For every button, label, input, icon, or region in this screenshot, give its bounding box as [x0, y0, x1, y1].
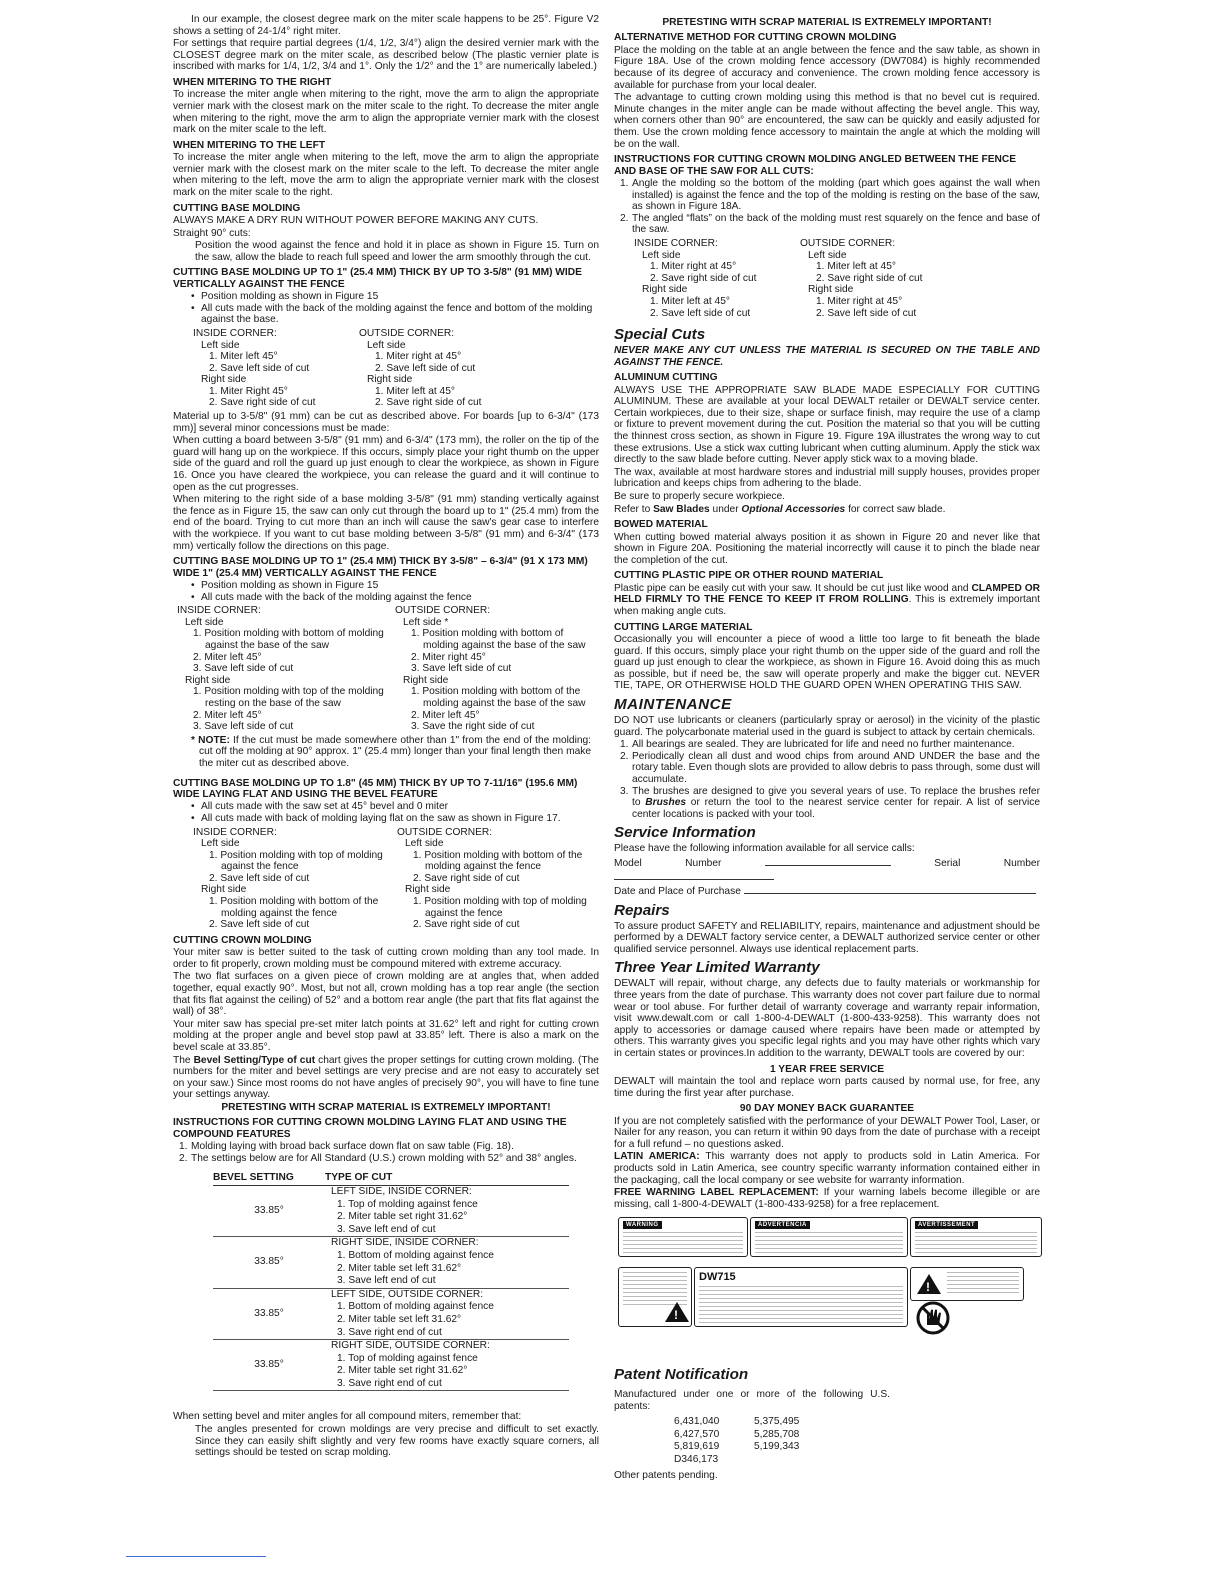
cut-step: 3. Save left end of cut — [325, 1275, 569, 1288]
table-row — [213, 1185, 569, 1198]
pipe-heading: CUTTING PLASTIC PIPE OR OTHER ROUND MATERIAL — [614, 570, 884, 582]
right-side-label: Right side — [185, 674, 231, 686]
step: 1. Miter left at 45° — [375, 385, 455, 397]
cut-type-title: RIGHT SIDE, INSIDE CORNER: — [331, 1237, 479, 1249]
service-info-paragraph: Please have the following information available for all service calls: — [614, 843, 915, 855]
mitering-right-heading: WHEN MITERING TO THE RIGHT — [173, 76, 332, 88]
step: 2. Save left side of cut — [650, 307, 751, 319]
section2-bullets — [173, 580, 599, 603]
aluminum-heading: ALUMINUM CUTTING — [614, 372, 718, 384]
patent-list — [674, 1416, 890, 1465]
cut-step: 2. Miter table set right 31.62° — [337, 1365, 468, 1377]
warning-triangle-icon: ! — [665, 1302, 689, 1322]
base-molding-heading: CUTTING BASE MOLDING — [173, 202, 301, 214]
step: 1. Position molding with top of molding against the fence — [413, 896, 587, 919]
outside-corner-list — [800, 238, 1000, 319]
bowed-heading: BOWED MATERIAL — [614, 519, 708, 531]
cut-step: 2. Miter table set left 31.62° — [337, 1262, 462, 1274]
crown-molding-heading: CUTTING CROWN MOLDING — [173, 934, 312, 946]
left-side-label: Left side — [405, 838, 444, 850]
cut-type-title: RIGHT SIDE, OUTSIDE CORNER: — [331, 1340, 490, 1352]
outside-corner-heading: OUTSIDE CORNER: — [397, 826, 493, 838]
special-cuts-title: Special Cuts — [614, 326, 706, 344]
step: 3. Save left side of cut — [193, 663, 294, 675]
inside-corner-list — [177, 605, 395, 733]
bevel-value: 33.85° — [213, 1185, 325, 1236]
advertencia-tag: ADVERTENCIA — [755, 1221, 810, 1229]
step: 1. Molding laying with broad back surface down flat on saw table (Fig. 18). — [179, 1141, 514, 1153]
cut-step: 1. Top of molding against fence — [337, 1198, 478, 1210]
angled-crown-heading: INSTRUCTIONS FOR CUTTING CROWN MOLDING ANGLED BETWEEN THE FENCE AND BASE OF THE SAW FOR ALL CUTS: — [614, 154, 1017, 177]
crown-paragraph — [173, 1055, 599, 1101]
table-row — [213, 1237, 569, 1250]
left-side-label: Left side — [367, 339, 406, 351]
avertissement-tag: AVERTISSEMENT — [915, 1221, 978, 1229]
service-fields — [614, 856, 1040, 883]
repairs-title: Repairs — [614, 901, 670, 919]
step: 2. The settings below are for All Standard (U.S.) crown molding with 52° and 38° angles. — [179, 1152, 577, 1164]
step: 2. Miter left 45° — [193, 651, 262, 663]
crown-paragraph: The two flat surfaces on a given piece of crown molding are at angles that, when added together, equal exactly 90°. Most, but not all, crown molding has a top rear angle (the section that fits flat against the ceiling) of 52° and a bottom rear angle (the part that fits flat against the wall) of 38°. — [173, 971, 599, 1018]
cut-type-title: LEFT SIDE, OUTSIDE CORNER: — [331, 1288, 484, 1300]
type-of-cut-header: TYPE OF CUT — [325, 1172, 569, 1185]
section1-heading: CUTTING BASE MOLDING UP TO 1" (25.4 MM) THICK BY UP TO 3-5/8" (91 MM) WIDE VERTICALLY AGAINST THE FENCE — [173, 267, 582, 290]
section2-corner-grid — [173, 605, 599, 733]
inside-corner-heading: INSIDE CORNER: — [193, 826, 277, 838]
step: 2. The angled “flats” on the back of the molding must rest squarely on the fence and base of the saw. — [620, 212, 1040, 236]
cut-step: 1. Bottom of molding against fence — [337, 1249, 494, 1261]
patent-title: Patent Notification — [614, 1366, 749, 1383]
step: 2. Save right side of cut — [413, 919, 520, 931]
angled-crown-steps — [614, 178, 1040, 236]
purchase-label: Date and Place of Purchase — [614, 886, 741, 898]
cut-step: 1. Bottom of molding against fence — [337, 1301, 494, 1313]
step: 1. Angle the molding so the bottom of the molding (part which goes against the wall when installed) is against the fence and the top of the molding is resting on the base of the saw, as shown in Figure 18A. — [620, 177, 1040, 213]
section1-bullet: • Position molding as shown in Figure 15 — [191, 291, 599, 303]
left-side-label: Left side — [808, 249, 847, 261]
patents-pending: Other patents pending. — [614, 1469, 718, 1481]
section1-bullet: • All cuts made with the back of the molding against the fence and bottom of the molding against the base. — [191, 303, 599, 326]
serial-number-label: Serial Number — [934, 857, 1040, 869]
step: 3. Save left side of cut — [411, 663, 512, 675]
warranty-paragraph: DEWALT will repair, without charge, any defects due to faulty materials or workmanship for three years from the date of purchase. This warranty does not cover part failure due to normal wear or tool abuse. For further detail of warranty coverage and warranty repair information, visit www.dewalt.com or call 1-800-4-DEWALT (1-800-433-9258). This warranty does not apply to accessories or damage caused where repairs have been made or attempted by others. This warranty gives you specific legal rights and you may have other rights which vary in certain states or provinces.In addition to the warranty, DEWALT tools are covered by our: — [614, 978, 1040, 1060]
step: 2. Save right side of cut — [413, 872, 520, 884]
large-heading: CUTTING LARGE MATERIAL — [614, 621, 753, 633]
partial-degree-paragraph: For settings that require partial degrees (1/4, 1/2, 3/4°) align the desired vernier mark with the CLOSEST degree mark on the miter scale, as described below (The plastic vernier plate is inscribed with marks for 1/4, 1/2, 3/4 and 1°. Only the 1/2° and the 1° are numerically labeled.) — [173, 38, 599, 73]
patent-number: D346,173 — [674, 1453, 719, 1465]
step: 2. Miter right 45° — [411, 651, 486, 663]
special-cuts-warning: NEVER MAKE ANY CUT UNLESS THE MATERIAL IS SECURED ON THE TABLE AND AGAINST THE FENCE. — [614, 345, 1040, 368]
table-row — [213, 1288, 569, 1301]
purchase-field — [614, 884, 1040, 898]
cut-step: 2. Miter table set left 31.62° — [337, 1313, 462, 1325]
cut-step: 3. Save right end of cut — [325, 1327, 569, 1340]
serial-number-field[interactable] — [614, 870, 774, 880]
outside-corner-list — [395, 605, 595, 733]
warning-labels-illustration — [614, 1217, 1040, 1335]
section3-corner-grid — [173, 827, 599, 931]
pipe-paragraph: Plastic pipe can be easily cut with your saw. It should be cut just like wood and CLAMPED OR HELD FIRMLY TO THE FENCE TO KEEP IT FROM ROLLING. This is extremely important when making angle cuts. — [614, 582, 1040, 617]
free-service-heading: 1 YEAR FREE SERVICE — [770, 1063, 884, 1075]
left-side-label: Left side — [642, 249, 681, 261]
bevel-value: 33.85° — [213, 1340, 325, 1391]
step: 3. Save the right side of cut — [411, 721, 535, 733]
outside-corner-list — [359, 328, 559, 409]
step: 2. Save right side of cut — [375, 397, 482, 409]
cut-step: 1. Top of molding against fence — [337, 1352, 478, 1364]
step: 2. Miter left 45° — [411, 709, 480, 721]
step: 2. Miter left 45° — [193, 709, 262, 721]
step: 1. Miter right at 45° — [375, 351, 462, 363]
right-side-label: Right side — [403, 674, 449, 686]
section3-heading: CUTTING BASE MOLDING UP TO 1.8" (45 MM) THICK BY UP TO 7-11/16" (195.6 MM) WIDE LAYING FLAT AND USING THE BEVEL FEATURE — [173, 777, 578, 800]
inside-corner-heading: INSIDE CORNER: — [193, 327, 277, 339]
left-column — [173, 14, 599, 1460]
step: 1. Position molding with bottom of the molding against the fence — [413, 849, 583, 873]
text: The — [173, 1054, 194, 1066]
aluminum-paragraph: The wax, available at most hardware stores and industrial mill supply houses, provides proper lubrication and keeps chips from adhering to the blade. — [614, 466, 1040, 490]
step: 2. Save left side of cut — [375, 362, 476, 374]
outside-corner-list — [397, 827, 595, 931]
step: 1. Position molding with top of molding against the fence — [209, 849, 383, 873]
inside-corner-heading: INSIDE CORNER: — [634, 237, 718, 249]
note-text: If the cut must be made somewhere other than 1" from the end of the molding: cut off the molding at 90° approx. 1" (25.4 mm) longer than your final length then make the miter cut as described above. — [199, 734, 591, 769]
dry-run-text: ALWAYS MAKE A DRY RUN WITHOUT POWER BEFORE MAKING ANY CUTS. — [173, 214, 539, 226]
aluminum-paragraph: Be sure to properly secure workpiece. — [614, 491, 786, 503]
free-service-paragraph: DEWALT will maintain the tool and replace worn parts caused by normal use, for free, any time during the first year after purchase. — [614, 1076, 1040, 1099]
section2-note — [173, 735, 599, 770]
left-side-label: Left side — [201, 838, 240, 850]
section1-corner-grid — [173, 328, 599, 409]
step: 2. Save right side of cut — [650, 272, 757, 284]
step: 1. Miter left 45° — [209, 351, 278, 363]
warning-tag: WARNING — [623, 1221, 662, 1229]
bowed-paragraph: When cutting bowed material always position it as shown in Figure 20 and never like that shown in Figure 20A. Positioning the material incorrectly will cause it to pinch the blade near the completion of the cut. — [614, 531, 1040, 566]
outside-corner-heading: OUTSIDE CORNER: — [395, 605, 491, 617]
step: 1. Position molding with top of the molding resting on the base of the saw — [193, 686, 384, 709]
inside-corner-list — [193, 827, 397, 931]
step: 2. Save left side of cut — [816, 307, 917, 319]
patent-paragraph: Manufactured under one or more of the following U.S. patents: — [614, 1389, 890, 1412]
service-info-title: Service Information — [614, 824, 756, 842]
right-side-label: Right side — [808, 284, 854, 296]
left-side-label: Left side — [185, 616, 224, 628]
bracket-label — [618, 1267, 692, 1327]
bevel-setting-header: BEVEL SETTING — [213, 1172, 325, 1185]
step: 1. Position molding with bottom of the molding against the fence — [209, 896, 379, 919]
section1-paragraph: When mitering to the right side of a base molding 3-5/8" (91 mm) standing vertically against the fence as in Figure 15, the saw can only cut through the board up to 1" (25.4 mm) from the end of the board. Trying to cut more than an inch will cause the saw's gear case to interfere with the workpiece. If you want to cut base molding between 3-5/8" (91 mm) and 6-3/4" (173 mm) vertically follow the directions on this page. — [173, 494, 599, 552]
note-label: * NOTE: — [191, 734, 230, 746]
aluminum-paragraph: Refer to Saw Blades under Optional Accessories for correct saw blade. — [614, 503, 946, 515]
mitering-right-paragraph: To increase the miter angle when mitering to the right, move the arm to align the appropriate vernier mark with the closest mark on the miter scale to the right. To decrease the miter angle when mitering to the right, move the arm to align the appropriate vernier mark with the closest mark on the miter scale to the left. — [173, 89, 599, 136]
pretest-warning: PRETESTING WITH SCRAP MATERIAL IS EXTREMELY IMPORTANT! — [221, 1101, 551, 1113]
no-hands-icon — [916, 1301, 950, 1335]
warning-triangle-icon: ! — [917, 1274, 941, 1294]
warranty-title: Three Year Limited Warranty — [614, 959, 820, 977]
model-number-field[interactable] — [765, 856, 891, 866]
step: 3. The brushes are designed to give you several years of use. To replace the brushes refer to Brushes or return the tool to the nearest service center for repair. A list of service center locations is packed with your tool. — [620, 785, 1040, 820]
inside-corner-list — [634, 238, 800, 319]
intro-paragraph: In our example, the closest degree mark on the miter scale happens to be 25°. Figure V2 shows a setting of 24-1/4° right miter. — [173, 14, 599, 37]
bevel-value: 33.85° — [213, 1288, 325, 1339]
mitering-left-paragraph: To increase the miter angle when mitering to the left, move the arm to align the appropriate vernier mark with the closest mark on the miter scale to the left. To decrease the miter angle when mitering to the left, move the arm to align the appropriate vernier mark with the closest mark on the miter scale to the right. — [173, 152, 599, 198]
label-replacement-paragraph: FREE WARNING LABEL REPLACEMENT: If your warning labels become illegible or are missing, call 1-800-4-DEWALT (1-800-433-9258) for a free replacement. — [614, 1187, 1040, 1210]
aluminum-paragraph: ALWAYS USE THE APPROPRIATE SAW BLADE MADE ESPECIALLY FOR CUTTING ALUMINUM. These are available at your local DEWALT retailer or DEWALT service center. Certain workpieces, due to their size, shape or surface finish, may require the use of a clamp or fixture to prevent movement during the cut. Position the material so that you will be cutting the thinnest cross section, as shown in Figure 19. Figure 19A illustrates the wrong way to cut these extrusions. Use a stick wax cutting lubricant when cutting aluminum. Apply the stick wax directly to the saw blade before cutting. Never apply stick wax to a moving blade. — [614, 384, 1040, 466]
right-side-label: Right side — [201, 884, 247, 896]
money-back-heading: 90 DAY MONEY BACK GUARANTEE — [739, 1103, 915, 1115]
maintenance-title: MAINTENANCE — [614, 695, 732, 713]
right-side-label: Right side — [642, 284, 688, 296]
maintenance-steps — [614, 739, 1040, 820]
patent-number: 5,199,343 — [754, 1441, 800, 1453]
right-side-label: Right side — [367, 374, 413, 386]
warning-label-fr — [910, 1217, 1042, 1257]
large-paragraph: Occasionally you will encounter a piece of wood a little too large to fit beneath the blade guard. If this occurs, simply place your right thumb on the upper side of the guard and roll the guard up just enough to clear the workpiece, as shown in Figure 16. Avoid doing this as much as possible, but if need be, the saw will operate properly and make the bigger cut. NEVER TIE, TAPE, OR OTHERWISE HOLD THE GUARD OPEN WHEN OPERATING THIS SAW. — [614, 634, 1040, 692]
step: 3. Save left side of cut — [193, 721, 294, 733]
model-number-text: DW715 — [699, 1271, 736, 1283]
bevel-value: 33.85° — [213, 1237, 325, 1288]
warning-label-en — [618, 1217, 748, 1257]
inside-corner-heading: INSIDE CORNER: — [177, 605, 261, 617]
flat-crown-heading: INSTRUCTIONS FOR CUTTING CROWN MOLDING LAYING FLAT AND USING THE COMPOUND FEATURES — [173, 1117, 567, 1140]
mitering-left-heading: WHEN MITERING TO THE LEFT — [173, 139, 326, 151]
compound-miter-intro: When setting bevel and miter angles for all compound miters, remember that: — [173, 1411, 522, 1423]
crown-paragraph: Your miter saw has special pre-set miter latch points at 31.62° left and right for cutting crown molding at the proper angle and bevel stop pawl at 33.85° left. There is also a mark on the bevel scale at 33.85°. — [173, 1018, 599, 1053]
step: 2. Save right side of cut — [816, 272, 923, 284]
section3-bullets — [173, 801, 599, 824]
section3-bullet: • All cuts made with the saw set at 45° bevel and 0 miter — [191, 801, 599, 813]
step: 2. Save right side of cut — [209, 397, 316, 409]
section2-heading: CUTTING BASE MOLDING UP TO 1" (25.4 MM) THICK BY 3-5/8" – 6-3/4" (91 X 173 MM) WIDE 1" (25.4 MM) VERTICALLY AGAINST THE FENCE — [173, 556, 588, 579]
cut-step: 3. Save left end of cut — [325, 1224, 569, 1237]
outside-corner-heading: OUTSIDE CORNER: — [359, 327, 455, 339]
cut-type-title: LEFT SIDE, INSIDE CORNER: — [331, 1185, 472, 1197]
step: 1. Miter right at 45° — [650, 261, 737, 273]
purchase-field-line[interactable] — [744, 884, 1036, 894]
straight-cuts-text: Straight 90° cuts: — [173, 227, 251, 239]
model-label — [694, 1267, 908, 1327]
step: 2. Periodically clean all dust and wood chips from around AND UNDER the base and the rotary table. Even though slots are provided to allow debris to pass through, some dust will accumulate. — [620, 750, 1040, 785]
section3-bullet: • All cuts made with back of molding laying flat on the saw as shown in Figure 17. — [191, 813, 599, 825]
left-side-label: Left side — [201, 339, 240, 351]
table-row — [213, 1340, 569, 1353]
text-bold: Bevel Setting/Type of cut — [193, 1054, 316, 1066]
patent-number: 5,819,619 — [674, 1441, 720, 1453]
cut-step: 3. Save right end of cut — [325, 1378, 569, 1391]
right-side-label: Right side — [201, 374, 247, 386]
patent-number: 6,431,040 — [674, 1416, 720, 1428]
warning-triangle-label — [910, 1267, 1024, 1301]
angled-corner-grid — [614, 238, 1040, 319]
step: 1. Miter right at 45° — [816, 295, 903, 307]
compound-miter-note: The angles presented for crown moldings are very precise and difficult to set exactly. Since they can easily shift slightly and very few rooms have exactly square corners, all settings should be tested on scrap molding. — [195, 1424, 599, 1459]
inside-corner-list — [193, 328, 359, 409]
table-header-row — [213, 1172, 569, 1185]
step: 1. Miter left at 45° — [650, 295, 730, 307]
latin-america-paragraph: LATIN AMERICA: This warranty does not apply to products sold in Latin America. For products sold in Latin America, see country specific warranty information contained either in the packaging, call the local company or see website for warranty information. — [614, 1151, 1040, 1186]
right-side-label: Right side — [405, 884, 451, 896]
text: chart gives the proper settings for cutting crown molding. (The numbers for the miter and bevel settings are very precise and are not easy to accurately set on your saw.) Since most rooms do not have angles of precisely 90°, you will have to fine tune your settings anyway. — [173, 1054, 599, 1101]
repairs-paragraph: To assure product SAFETY and RELIABILITY, repairs, maintenance and adjustment should be performed by a DEWALT factory service center, a DEWALT authorized service center or other qualified service personnel. Always use identical replacement parts. — [614, 920, 1040, 955]
outside-corner-heading: OUTSIDE CORNER: — [800, 237, 896, 249]
right-column — [614, 14, 1040, 1211]
straight-cuts-instructions: Position the wood against the fence and hold it in place as shown in Figure 15. Turn on the saw, allow the blade to reach full speed and lower the arm smoothly through the cut. — [195, 240, 599, 263]
section1-paragraph: When cutting a board between 3-5/8" (91 mm) and 6-3/4" (173 mm), the roller on the tip of the guard will hang up on the workpiece. If this occurs, simply place your right thumb on the upper side of the guard and roll the guard up just enough to clear the workpiece, as shown in Figure 16. Once you have cleared the workpiece, you can release the guard and it will continue to open as the cut progresses. — [173, 435, 599, 493]
alt-method-heading: ALTERNATIVE METHOD FOR CUTTING CROWN MOLDING — [614, 32, 897, 44]
maintenance-paragraph: DO NOT use lubricants or cleaners (particularly spray or aerosol) in the vicinity of the plastic guard. The polycarbonate material used in the guard is subject to attack by certain chemicals. — [614, 714, 1040, 738]
bevel-setting-table — [213, 1172, 569, 1391]
section2-bullet: • All cuts made with the back of the molding against the fence — [191, 592, 599, 604]
cut-step: 2. Miter table set right 31.62° — [337, 1211, 468, 1223]
model-number-label: Model Number — [614, 857, 722, 869]
page-edge-line — [126, 1556, 266, 1557]
step: 2. Save left side of cut — [209, 872, 310, 884]
patent-number: 6,427,570 — [674, 1428, 720, 1440]
section1-bullets — [173, 291, 599, 326]
step: 1. All bearings are sealed. They are lubricated for life and need no further maintenance. — [620, 739, 1015, 751]
alt-method-paragraph: The advantage to cutting crown molding using this method is that no bevel cut is required. Minute changes in the miter angle can be made without affecting the bevel angle. This way, when corners other than 90° are encountered, the saw can be quickly and easily adjusted for them. Use the crown molding fence accessory to maintain the angle at which the molding will be on the wall. — [614, 92, 1040, 150]
step: 1. Position molding with bottom of molding against the base of the saw — [411, 628, 586, 651]
warning-label-es — [750, 1217, 908, 1257]
step: 2. Save left side of cut — [209, 919, 310, 931]
pretest-warning: PRETESTING WITH SCRAP MATERIAL IS EXTREMELY IMPORTANT! — [662, 17, 992, 28]
step: 1. Miter left at 45° — [816, 261, 896, 273]
step: 1. Position molding with bottom of the molding against the base of the saw — [411, 686, 586, 709]
flat-crown-steps — [173, 1141, 599, 1164]
step: 2. Save left side of cut — [209, 362, 310, 374]
step: 1. Position molding with bottom of molding against the base of the saw — [193, 628, 384, 651]
patent-number: 5,285,708 — [754, 1428, 800, 1440]
section2-bullet: • Position molding as shown in Figure 15 — [191, 580, 599, 592]
crown-paragraph: Your miter saw is better suited to the task of cutting crown molding than any tool made. In order to fit properly, crown molding must be compound mitered with extreme accuracy. — [173, 947, 599, 970]
left-side-label: Left side * — [403, 616, 449, 628]
step: 1. Miter Right 45° — [209, 385, 288, 397]
money-back-paragraph: If you are not completely satisfied with the performance of your DEWALT Power Tool, Laser, or Nailer for any reason, you can return it within 90 days from the date of purchase with a receipt for a full refund – no questions asked. — [614, 1115, 1040, 1150]
patent-section — [614, 1362, 890, 1482]
alt-method-paragraph: Place the molding on the table at an angle between the fence and the saw table, as shown in Figure 18A. Use of the crown molding fence accessory (DW7084) is highly recommended because of its degree of accuracy and convenience. The crown molding fence accessory is available for purchase from your local dealer. — [614, 44, 1040, 91]
patent-number: 5,375,495 — [754, 1416, 800, 1428]
section1-paragraph: Material up to 3-5/8" (91 mm) can be cut as described above. For boards [up to 6-3/4" (173 mm)] several minor concessions must be made: — [173, 411, 599, 434]
